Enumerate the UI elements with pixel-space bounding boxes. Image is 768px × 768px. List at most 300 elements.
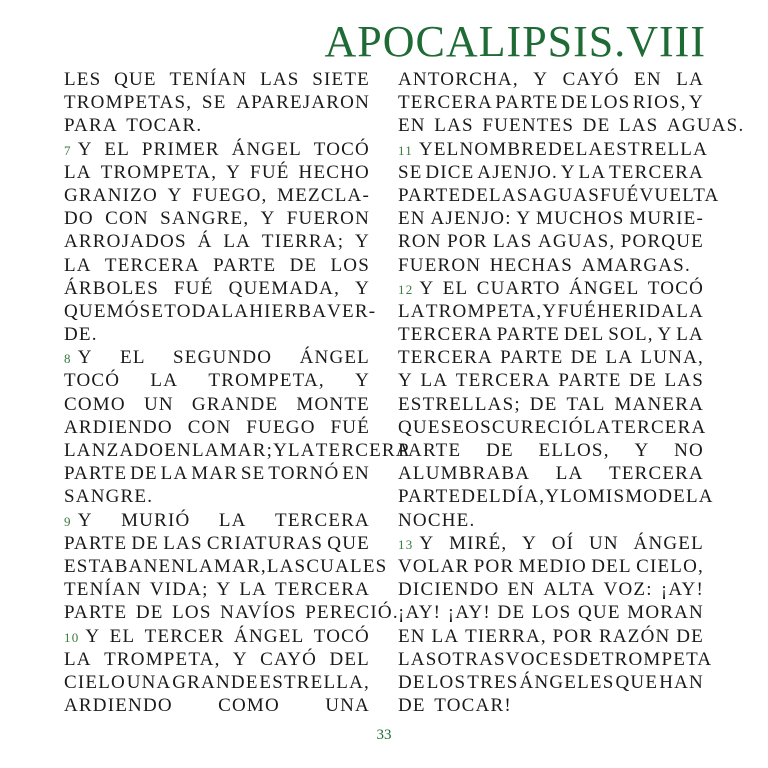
word: TOCÓ — [313, 625, 370, 647]
word: PORQUE — [620, 231, 704, 253]
word: PARTE — [213, 254, 277, 276]
word: SE — [201, 92, 227, 114]
word: LOS — [590, 92, 631, 114]
word: NOCHE. — [398, 509, 476, 531]
text-line — [64, 323, 370, 346]
word: TERCERA — [275, 579, 370, 601]
word: TENÍAN — [64, 579, 142, 601]
text-line — [64, 439, 411, 462]
word: TERCERA — [104, 254, 200, 276]
word: 9 Y — [64, 509, 93, 532]
word: LAS — [489, 184, 529, 206]
text-line — [398, 671, 704, 694]
word: MEZCLA- — [277, 184, 370, 206]
word: GRANDE — [191, 393, 279, 415]
text-line — [64, 671, 370, 694]
word: POR — [473, 555, 515, 577]
text-line — [398, 393, 704, 416]
word: DE — [574, 648, 602, 670]
word: POR — [447, 231, 488, 253]
word: LOS — [172, 602, 212, 624]
word: Y — [522, 532, 537, 554]
word: Y — [273, 440, 288, 461]
word: LES — [64, 69, 102, 90]
word: DE — [560, 92, 589, 114]
text-line — [398, 323, 704, 346]
word: EL — [442, 277, 469, 299]
word: VOLAR — [398, 555, 470, 577]
word: VUELTA — [639, 184, 720, 206]
word: TERCERA — [398, 92, 493, 114]
word: EL — [433, 138, 460, 160]
word: LA — [223, 231, 252, 253]
word: CAYÓ — [260, 648, 318, 670]
text-line — [64, 393, 370, 416]
word: LA — [64, 161, 92, 183]
word: ARROJADOS — [64, 231, 187, 253]
word: MORAN — [627, 602, 704, 624]
verse-number: 13 — [398, 536, 414, 552]
word: TERCERA — [315, 440, 411, 461]
word: TERCERA — [398, 324, 493, 346]
text-line — [64, 184, 370, 207]
word: LO — [560, 486, 588, 508]
word: TERCERA — [275, 509, 370, 531]
word: TERCERA — [611, 416, 707, 438]
text-line — [64, 91, 370, 114]
word: TROMPETA, — [104, 648, 221, 670]
word: FUENTES — [482, 115, 575, 137]
word: Y — [634, 440, 650, 461]
text-line — [64, 648, 370, 671]
verse-number: 12 — [398, 281, 414, 297]
text-line — [64, 555, 388, 578]
text-line — [398, 694, 704, 717]
word: Y — [355, 231, 370, 253]
word: SE — [240, 463, 266, 485]
word: TROMPETAS, — [64, 92, 193, 114]
word: DE. — [64, 324, 98, 346]
word: PERECIÓ. — [305, 602, 399, 624]
word: TROMPETA, — [425, 300, 543, 322]
word: MAR — [191, 463, 239, 485]
word: ÁNGEL — [299, 347, 370, 369]
word: LA — [160, 463, 189, 485]
word: CUARTO — [476, 277, 561, 299]
word: NOMBRE — [459, 138, 548, 160]
word: RAZÓN — [598, 625, 671, 647]
word: SOL, — [608, 324, 654, 346]
page-title: APOCALIPSIS.VIII — [324, 17, 706, 66]
word: HIERBA — [249, 300, 328, 322]
word: PARTE — [500, 347, 564, 369]
text-line — [398, 300, 704, 323]
word: OTRAS — [437, 648, 506, 670]
verse-number: 10 — [64, 629, 80, 645]
word: LAS — [434, 115, 474, 137]
word: DICIENDO — [398, 579, 500, 601]
word: TERCERA — [609, 161, 704, 183]
word: Y — [167, 184, 183, 206]
word: EN — [164, 440, 192, 461]
word: TROMPETA, — [208, 370, 325, 392]
text-line — [64, 114, 370, 137]
word: DO — [64, 208, 94, 230]
word: FUEGO — [246, 416, 316, 438]
word: MEDIO — [518, 555, 587, 577]
text-line — [398, 254, 704, 277]
word: AJENJO. — [477, 161, 558, 183]
word: COMO — [218, 695, 280, 717]
word: EL — [104, 138, 131, 160]
word: Y — [226, 161, 242, 183]
word: DICE — [425, 161, 475, 183]
word: TRES — [467, 671, 519, 693]
word: LAS — [493, 231, 533, 253]
word: UNA — [126, 671, 172, 693]
word: LA — [431, 625, 460, 647]
word: LA — [287, 440, 316, 461]
word: GRANDE — [172, 671, 259, 693]
text-line — [398, 439, 704, 462]
word: DE — [497, 602, 526, 624]
word: LAS — [618, 115, 659, 137]
word: ÁRBOLES — [64, 277, 159, 299]
word: MONTE — [296, 393, 370, 415]
word: LA — [555, 463, 584, 485]
word: LA — [583, 416, 612, 438]
word: LA — [239, 579, 268, 601]
text-line — [398, 648, 713, 671]
word: GRANIZO — [64, 184, 158, 206]
word: QUE — [577, 602, 621, 624]
word: PARTE — [64, 463, 128, 485]
word: DE — [131, 532, 160, 554]
word: RIOS, — [632, 92, 687, 114]
word: PARTE — [64, 602, 128, 624]
word: TIERRA, — [465, 625, 547, 647]
word: TERCER — [144, 625, 225, 647]
word: HAN — [659, 671, 704, 693]
word: EN — [342, 463, 370, 485]
word: APAREJARON — [236, 92, 370, 114]
word: PARTE — [496, 324, 561, 346]
text-line — [64, 254, 370, 277]
word: ¡AY! — [398, 602, 442, 624]
word: QUE — [327, 532, 370, 554]
word: Y — [542, 300, 558, 322]
word: EN — [634, 69, 662, 90]
word: ANTORCHA, — [398, 69, 519, 90]
word: TOCAR! — [434, 695, 512, 717]
word: Y — [533, 69, 549, 90]
word: LA — [191, 440, 220, 461]
word: EL — [109, 625, 136, 647]
word: LA — [398, 300, 426, 322]
word: ESTRELLA — [603, 138, 709, 160]
word: PARTE — [398, 440, 462, 461]
word: 11 Y — [398, 138, 434, 161]
word: Y — [516, 208, 532, 230]
verse-number: 9 — [64, 513, 72, 529]
text-line — [64, 578, 370, 601]
word: OSCURECIÓ — [465, 416, 584, 438]
word: POR — [552, 625, 594, 647]
word: AGUAS. — [667, 115, 745, 137]
word: Y — [545, 486, 561, 508]
word: MAR, — [213, 555, 267, 577]
word: CAYÓ — [562, 69, 620, 90]
word: MANERA — [614, 393, 704, 415]
word: AJENJO: — [430, 208, 512, 230]
text-line — [64, 277, 370, 300]
word: MIRÉ, — [449, 532, 508, 554]
word: PARTE — [558, 370, 622, 392]
text-line — [398, 184, 720, 207]
word: 7 Y — [64, 138, 93, 161]
word: ARDIENDO — [64, 416, 173, 438]
text-line — [64, 300, 377, 323]
word: TOCAR. — [126, 115, 203, 137]
word: DE — [130, 463, 158, 485]
word: DE — [529, 393, 558, 415]
word: 13 Y — [398, 532, 434, 555]
word: DE — [289, 254, 318, 276]
verse-number: 8 — [64, 351, 72, 367]
word: EN — [507, 579, 536, 601]
word: PARTE — [64, 532, 128, 554]
text-line — [398, 346, 704, 369]
word: LA — [218, 509, 247, 531]
word: ESTRELLA, — [259, 671, 370, 693]
text-line — [64, 694, 370, 717]
word: LANZADO — [64, 440, 165, 461]
verse-number: 7 — [64, 142, 72, 158]
text-line — [398, 114, 745, 137]
word: QUEMADA, — [228, 277, 341, 299]
word: DÍA, — [501, 486, 546, 508]
word: FUÉ — [330, 416, 370, 438]
word: UNA — [325, 695, 370, 717]
word: HECHO — [298, 161, 370, 183]
word: LAS — [664, 370, 704, 392]
word: FUÉ — [599, 184, 640, 206]
word: VIDA; — [149, 579, 209, 601]
word: TOCÓ — [64, 370, 121, 392]
word: Y — [355, 277, 370, 299]
word: DEL — [591, 555, 632, 577]
text-line — [398, 625, 704, 648]
text-line — [398, 578, 704, 601]
word: Y — [689, 92, 704, 114]
word: LA — [676, 300, 704, 322]
word: CON — [187, 416, 232, 438]
word: OÍ — [551, 532, 575, 554]
word: LAS — [266, 555, 307, 577]
text-line — [64, 369, 370, 392]
word: LA — [221, 300, 250, 322]
word: HERIDA — [597, 300, 677, 322]
word: QUE — [615, 671, 659, 693]
text-line — [64, 207, 370, 230]
word: Á — [197, 231, 213, 253]
word: LA — [685, 486, 714, 508]
word: SE — [440, 416, 466, 438]
word: CRIATURAS — [206, 532, 324, 554]
word: DE — [547, 138, 576, 160]
word: LA — [676, 69, 704, 90]
text-line — [398, 68, 704, 91]
text-line — [64, 462, 370, 485]
word: FUERON — [398, 254, 482, 276]
text-line — [64, 532, 370, 555]
word: ÁNGEL — [569, 277, 640, 299]
word: NO — [674, 440, 704, 461]
word: UN — [143, 393, 174, 415]
word: SIETE — [312, 69, 370, 90]
word: FUÉ — [174, 277, 214, 299]
word: ALUMBRABA — [398, 463, 531, 485]
word: Y — [560, 161, 576, 183]
right-text-column — [398, 68, 745, 717]
word: ÁNGEL — [633, 532, 704, 554]
word: QUE — [398, 416, 441, 438]
text-line — [398, 555, 704, 578]
word: Y — [232, 648, 248, 670]
word: ¡AY! — [660, 579, 704, 601]
word: VOZ: — [603, 579, 653, 601]
word: SE — [398, 161, 423, 183]
text-line — [64, 138, 370, 161]
text-line — [64, 68, 370, 91]
text-line — [64, 416, 370, 439]
word: MUCHOS — [536, 208, 625, 230]
text-line — [64, 601, 399, 624]
word: TIERRA; — [261, 231, 345, 253]
word: SANGRE, — [160, 208, 250, 230]
text-line — [64, 625, 370, 648]
word: CUALES — [306, 555, 388, 577]
word: DE — [461, 184, 490, 206]
word: LOS — [330, 254, 370, 276]
word: RON — [398, 231, 442, 253]
word: FUEGO, — [192, 184, 268, 206]
word: DE — [398, 671, 426, 693]
word: LOS — [531, 602, 572, 624]
word: CIELO, — [636, 555, 704, 577]
word: NAVÍOS — [220, 602, 297, 624]
word: MAR; — [219, 440, 274, 461]
text-line — [398, 277, 704, 300]
word: EL — [120, 347, 146, 369]
text-line — [398, 509, 704, 532]
word: COMO — [64, 393, 126, 415]
word: TODA — [164, 300, 222, 322]
word: VOCES — [505, 648, 575, 670]
word: DE — [658, 486, 686, 508]
word: SANGRE. — [64, 486, 154, 508]
text-line — [64, 485, 370, 508]
word: EN — [398, 208, 426, 230]
text-line — [398, 161, 704, 184]
word: MURIE- — [629, 208, 704, 230]
word: TORNÓ — [268, 463, 340, 485]
word: TOCÓ — [313, 138, 370, 160]
word: LOS — [426, 671, 467, 693]
word: FUÉ — [557, 300, 597, 322]
word: EN — [158, 555, 187, 577]
word: DE — [570, 347, 599, 369]
word: DE — [629, 370, 657, 392]
word: ÁNGEL — [231, 138, 302, 160]
text-line — [398, 532, 704, 555]
word: CIELO — [64, 671, 126, 693]
word: LA — [420, 370, 449, 392]
word: ESTRELLAS; — [398, 393, 521, 415]
word: PARTE — [495, 92, 559, 114]
word: PRIMER — [141, 138, 220, 160]
word: PARA — [64, 115, 118, 137]
word: LA — [64, 648, 92, 670]
word: Y — [657, 324, 673, 346]
text-line — [398, 138, 709, 161]
word: EN — [398, 625, 426, 647]
text-line — [64, 230, 370, 253]
word: AMARGAS. — [581, 254, 691, 276]
text-line — [398, 91, 704, 114]
word: QUEMÓSE — [64, 300, 165, 322]
text-line — [398, 230, 704, 253]
word: DE — [582, 115, 611, 137]
word: 8 Y — [64, 346, 93, 369]
word: LAS — [260, 69, 300, 90]
word: MURIÓ — [121, 509, 191, 531]
word: EN — [398, 115, 426, 137]
word: DEL — [563, 324, 605, 346]
word: TERCERA — [455, 370, 551, 392]
word: TROMPETA, — [100, 161, 218, 183]
word: DEL — [329, 648, 370, 670]
word: ¡AY! — [447, 602, 491, 624]
text-line — [64, 161, 370, 184]
word: LAS — [163, 532, 203, 554]
text-line — [398, 462, 704, 485]
word: Y — [216, 579, 232, 601]
word: LA — [64, 254, 92, 276]
word: LA — [578, 161, 607, 183]
word: LUNA, — [640, 347, 704, 369]
text-line — [398, 485, 714, 508]
word: PARTE — [398, 184, 462, 206]
word: TENÍAN — [169, 69, 248, 90]
word: LA — [575, 138, 604, 160]
word: SEGUNDO — [173, 347, 273, 369]
word: ELLOS, — [538, 440, 610, 461]
text-line — [64, 346, 370, 369]
word: FUERON — [286, 208, 370, 230]
word: TAL — [566, 393, 606, 415]
word: ESTABAN — [64, 555, 159, 577]
word: LA — [605, 347, 634, 369]
word: DE — [398, 695, 426, 717]
word: CON — [105, 208, 149, 230]
word: DE — [486, 440, 514, 461]
word: Y — [260, 208, 276, 230]
text-line — [64, 509, 370, 532]
word: FUÉ — [250, 161, 290, 183]
word: 12 Y — [398, 277, 434, 300]
word: ÁNGELES — [519, 671, 615, 693]
